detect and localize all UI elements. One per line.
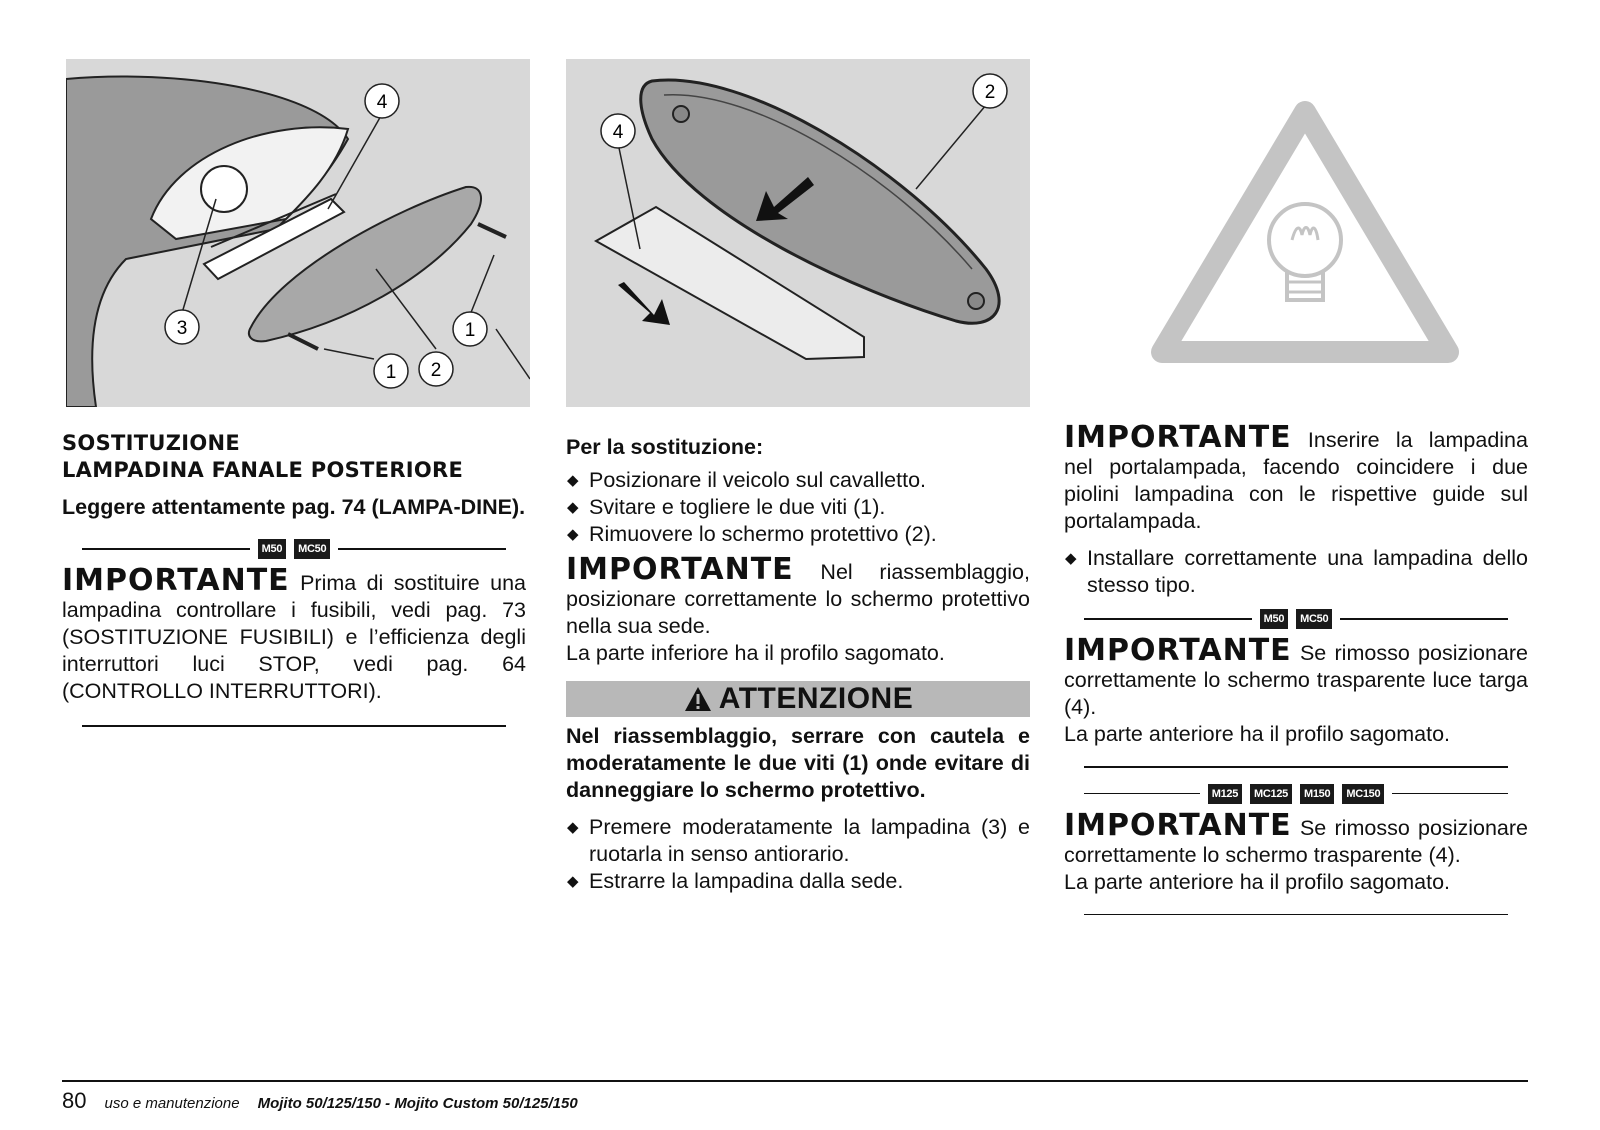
attention-banner — [566, 681, 1030, 717]
subheading: Per la sostituzione: — [566, 435, 764, 459]
callout-1-right: 1 — [464, 320, 476, 341]
bullet-diamond-icon: ◆ — [567, 873, 579, 890]
figure-taillight-disassembly — [66, 59, 530, 407]
callout-3: 3 — [176, 318, 188, 339]
separator-line — [1340, 618, 1508, 620]
callout-2: 2 — [984, 82, 996, 103]
footer — [62, 1088, 1528, 1114]
model-tag-m50: M50 — [258, 539, 287, 559]
important-text: Se rimosso posizionare correttamente lo schermo trasparente luce targa (4). — [1064, 641, 1528, 719]
steps-list — [1064, 545, 1528, 599]
important-text: Prima di sostituire una lampadina controllare i fusibili, vedi pag. 73 (SOSTITUZIONE FUSIBILI) e l’efficienza degli interruttori luci STOP, vedi pag. 64 (CONTROLLO INTERRUTTORI). — [62, 571, 526, 703]
important-label: IMPORTANTE — [1064, 807, 1292, 843]
steps-list-2 — [566, 814, 1030, 895]
important-text: Inserire la lampadina nel portalampada, facendo coincidere i due piolini lampadina con le rispettive guide sul portalampada. — [1064, 428, 1528, 533]
important-text-2: La parte inferiore ha il profilo sagomato. — [566, 641, 945, 665]
list-item: ◆ Rimuovere lo schermo protettivo (2). — [567, 522, 937, 546]
bullet-diamond-icon: ◆ — [1065, 550, 1077, 567]
important-note — [62, 563, 526, 705]
separator-line — [1084, 618, 1252, 620]
attention-text: Nel riassemblaggio, serrare con cautela e moderatamente le due viti (1) onde evitare di danneggiare lo schermo protettivo. — [566, 724, 1030, 802]
steps-list — [566, 467, 1030, 548]
important-label: IMPORTANTE — [1064, 633, 1292, 668]
column-right — [1064, 420, 1528, 915]
model-tag-m125: M125 — [1208, 784, 1242, 804]
important-note-2 — [1064, 633, 1528, 721]
model-tag-mc125: MC125 — [1250, 784, 1292, 804]
callout-2: 2 — [430, 360, 442, 381]
list-item: ◆ Svitare e togliere le due viti (1). — [567, 495, 886, 519]
important-text-2: La parte anteriore ha il profilo sagomato. — [1064, 869, 1451, 894]
important-text: Se rimosso posizionare correttamente lo schermo trasparente (4). — [1064, 815, 1528, 867]
section-end-rule — [1084, 766, 1508, 768]
footer-rule — [62, 1080, 1528, 1082]
important-text: Nel riassemblaggio, posizionare correttamente lo schermo protettivo nella sua sede. — [566, 560, 1030, 638]
section-heading-line1: SOSTITUZIONE — [62, 431, 241, 455]
bullet-diamond-icon: ◆ — [567, 819, 579, 836]
section-end-rule — [82, 725, 506, 727]
model-tag-m50: M50 — [1260, 609, 1289, 629]
attention-label: ATTENZIONE — [718, 682, 914, 715]
list-item: ◆ Premere moderatamente la lampadina (3) e ruotarla in senso antiorario. — [567, 815, 1030, 866]
column-left — [62, 430, 526, 727]
model-separator — [82, 537, 506, 561]
separator-line — [82, 548, 250, 550]
section-heading-line2: LAMPADINA FANALE POSTERIORE — [62, 458, 464, 482]
list-item: ◆ Installare correttamente una lampadina dello stesso tipo. — [1065, 546, 1528, 597]
model-separator — [1084, 782, 1508, 806]
model-tag-mc50: MC50 — [294, 539, 330, 559]
separator-line — [1392, 793, 1508, 795]
section-end-rule — [1084, 914, 1508, 916]
separator-line — [1084, 793, 1200, 795]
model-tag-m150: M150 — [1300, 784, 1334, 804]
footer-model: Mojito 50/125/150 - Mojito Custom 50/125/150 — [257, 1095, 578, 1112]
warning-icon — [683, 685, 713, 713]
list-item: ◆ Estrarre la lampadina dalla sede. — [567, 869, 904, 893]
footer-manual: uso e manutenzione — [104, 1095, 240, 1112]
separator-line — [338, 548, 506, 550]
important-note-3 — [1064, 807, 1528, 869]
callout-4: 4 — [376, 92, 388, 113]
bullet-diamond-icon: ◆ — [567, 526, 579, 543]
important-note — [566, 552, 1030, 640]
important-label: IMPORTANTE — [1064, 420, 1292, 455]
read-note: Leggere attentamente pag. 74 (LAMPA-DINE). — [62, 495, 526, 519]
list-item: ◆ Posizionare il veicolo sul cavalletto. — [567, 468, 926, 492]
important-label: IMPORTANTE — [566, 552, 794, 587]
model-tag-mc50: MC50 — [1296, 609, 1332, 629]
important-label: IMPORTANTE — [62, 563, 290, 598]
page-number: 80 — [62, 1088, 87, 1113]
column-middle — [566, 434, 1030, 895]
callout-1-bottom: 1 — [385, 362, 397, 383]
important-text-2: La parte anteriore ha il profilo sagomato. — [1064, 722, 1451, 746]
warning-lightbulb-icon — [1150, 100, 1460, 370]
bullet-diamond-icon: ◆ — [567, 499, 579, 516]
figure-screen-reassembly — [566, 59, 1030, 407]
bullet-diamond-icon: ◆ — [567, 472, 579, 489]
callout-4: 4 — [612, 122, 624, 143]
model-tag-mc150: MC150 — [1342, 784, 1384, 804]
important-note-1 — [1064, 420, 1528, 535]
model-separator — [1084, 607, 1508, 631]
